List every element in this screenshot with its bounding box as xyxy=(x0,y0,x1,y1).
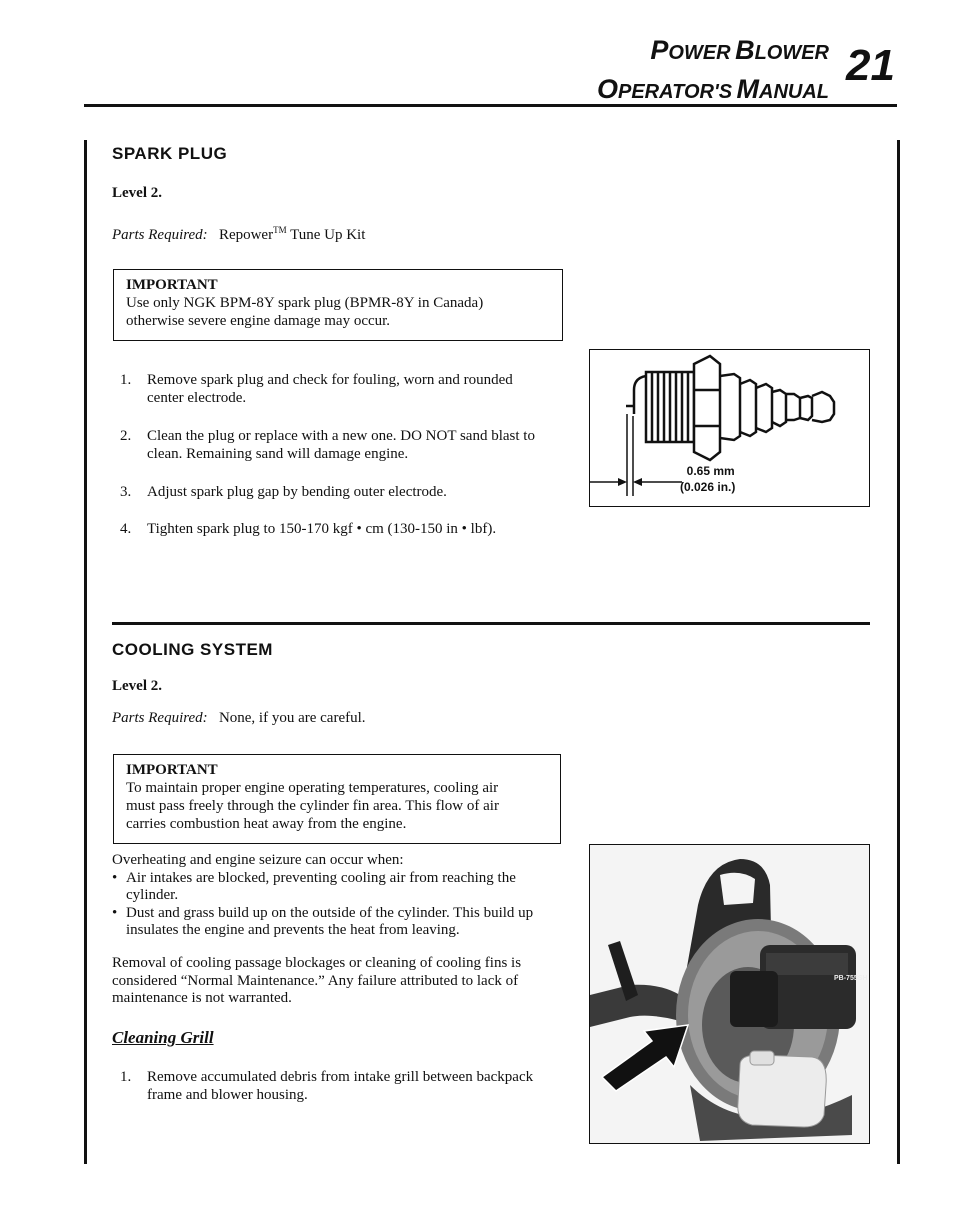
important-text: carries combustion heat away from the engine. xyxy=(126,816,407,832)
list-item: 4. Tighten spark plug to 150-170 kgf • cm (130-150 in • lbf). xyxy=(120,521,497,537)
list-item: • Dust and grass build up on the outside of the cylinder. This build up insulates the engine and prevents the heat from leaving. xyxy=(112,904,534,938)
list-item: 2. Clean the plug or replace with a new one. DO NOT sand blast to clean. Remaining sand will damage engine. xyxy=(120,428,535,462)
cooling-system-parts: Parts Required: None, if you are careful. xyxy=(112,710,366,726)
spark-plug-heading: SPARK PLUG xyxy=(112,144,228,163)
spark-plug-parts: Parts Required: Repower™ Tune Up Kit xyxy=(112,225,366,243)
cleaning-grill-heading: Cleaning Grill xyxy=(112,1028,214,1047)
list-item: 3. Adjust spark plug gap by bending outer electrode. xyxy=(120,484,447,500)
page-number: 21 xyxy=(846,41,895,90)
overheating-text: Overheating and engine seizure can occur when: • Air intakes are blocked, preventing cooling air from reaching the cylinder. • Dust and grass build up on the outside of the cylinder. This build up insulates the engine and prevents the heat from leaving. xyxy=(112,852,572,940)
maintenance-text: Removal of cooling passage blockages or cleaning of cooling fins is considered “Normal Maintenance.” Any failure attributed to lack of maintenance is not warranted. xyxy=(112,955,522,1006)
spark-plug-important-box xyxy=(113,269,563,341)
important-text: Use only NGK BPM-8Y spark plug (BPMR-8Y in Canada) xyxy=(126,295,484,311)
spark-plug-level: Level 2. xyxy=(112,185,162,201)
list-item: 1. Remove accumulated debris from intake grill between backpack frame and blower housing. xyxy=(120,1069,534,1103)
important-text: To maintain proper engine operating temperatures, cooling air xyxy=(126,780,499,796)
gap-dimension-label: 0.65 mm (0.026 in.) xyxy=(680,464,736,494)
important-title: IMPORTANT xyxy=(126,277,218,293)
spark-plug-figure xyxy=(589,349,870,507)
header-rule xyxy=(84,104,897,107)
left-margin-bar xyxy=(84,140,87,1164)
manual-title xyxy=(597,33,829,111)
section-divider xyxy=(112,622,870,625)
model-label: PB-755SH xyxy=(834,975,868,982)
blower-illustration xyxy=(590,845,869,1143)
manual-title-line2: OPERATOR'S MANUAL xyxy=(596,74,829,104)
list-item: 1. Remove spark plug and check for fouling, worn and rounded center electrode. xyxy=(120,372,513,406)
right-margin-bar xyxy=(897,140,900,1164)
cooling-important-box xyxy=(113,754,561,844)
list-item: • Air intakes are blocked, preventing cooling air from reaching the cylinder. xyxy=(112,869,516,903)
cooling-system-level: Level 2. xyxy=(112,678,162,694)
blower-photo xyxy=(589,844,870,1144)
important-text: must pass freely through the cylinder fin area. This flow of air xyxy=(126,798,499,814)
cooling-system-heading: COOLING SYSTEM xyxy=(112,640,273,659)
important-title: IMPORTANT xyxy=(126,762,218,778)
important-text: otherwise severe engine damage may occur. xyxy=(126,313,391,329)
manual-title-line1: POWER BLOWER xyxy=(650,35,829,65)
